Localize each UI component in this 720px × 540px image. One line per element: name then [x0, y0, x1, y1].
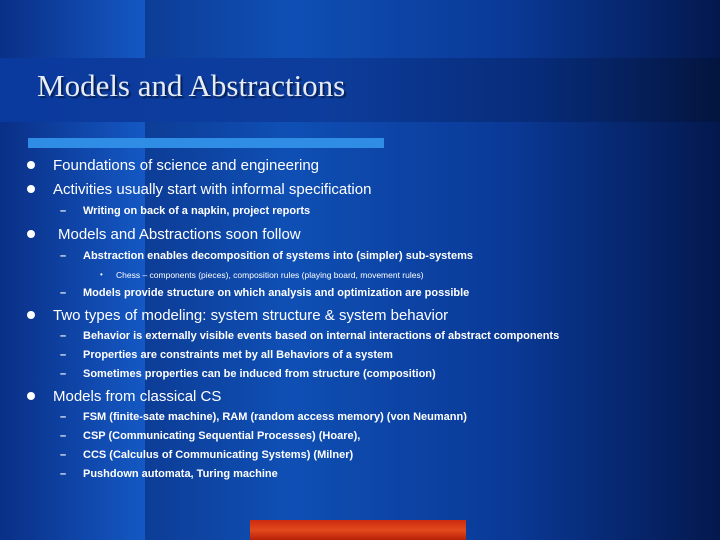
bullet-dot — [27, 185, 35, 193]
bullet-dot — [27, 311, 35, 319]
slide-title: Models and Abstractions — [37, 68, 346, 103]
bullet-dot — [27, 230, 35, 238]
sub-bullet-ccs: CCS (Calculus of Communicating Systems) (Milner) — [83, 449, 354, 461]
sub-bullet-properties: Properties are constraints met by all Behaviors of a system — [83, 349, 393, 361]
dash-marker: – — [60, 430, 67, 442]
bullet-models-follow: Models and Abstractions soon follow — [58, 226, 301, 243]
sub-bullet-structure: Models provide structure on which analysis and optimization are possible — [83, 287, 470, 299]
sub-bullet-induced: Sometimes properties can be induced from structure (composition) — [83, 368, 436, 380]
dash-marker: – — [60, 368, 67, 380]
dash-marker: – — [60, 330, 67, 342]
sub-bullet-napkin: Writing on back of a napkin, project reports — [83, 205, 311, 217]
bullet-activities: Activities usually start with informal specification — [53, 181, 372, 198]
bullet-dot — [27, 161, 35, 169]
level3-dot-marker: • — [100, 270, 103, 279]
dash-marker: – — [60, 349, 67, 361]
sub-bullet-decomposition: Abstraction enables decomposition of systems into (simpler) sub-systems — [83, 250, 473, 262]
title-underline-rule — [28, 138, 384, 148]
sub-bullet-behavior: Behavior is externally visible events based on internal interactions of abstract components — [83, 330, 560, 342]
sub-bullet-csp: CSP (Communicating Sequential Processes) (Hoare), — [83, 430, 361, 442]
sub-bullet-fsm: FSM (finite-sate machine), RAM (random access memory) (von Neumann) — [83, 411, 467, 423]
dash-marker: – — [60, 449, 67, 461]
bullet-two-types: Two types of modeling: system structure & system behavior — [53, 307, 449, 324]
dash-marker: – — [60, 468, 67, 480]
dash-marker: – — [60, 250, 67, 262]
bottom-accent-bar — [250, 520, 466, 540]
bullet-foundations: Foundations of science and engineering — [53, 157, 320, 174]
sub-bullet-pushdown: Pushdown automata, Turing machine — [83, 468, 278, 480]
dash-marker: – — [60, 287, 67, 299]
dash-marker: – — [60, 205, 67, 217]
dash-marker: – — [60, 411, 67, 423]
bullet-dot — [27, 392, 35, 400]
bullet-classical-cs: Models from classical CS — [53, 388, 222, 405]
sub-sub-bullet-chess: Chess – components (pieces), composition rules (playing board, movement rules) — [116, 270, 424, 280]
